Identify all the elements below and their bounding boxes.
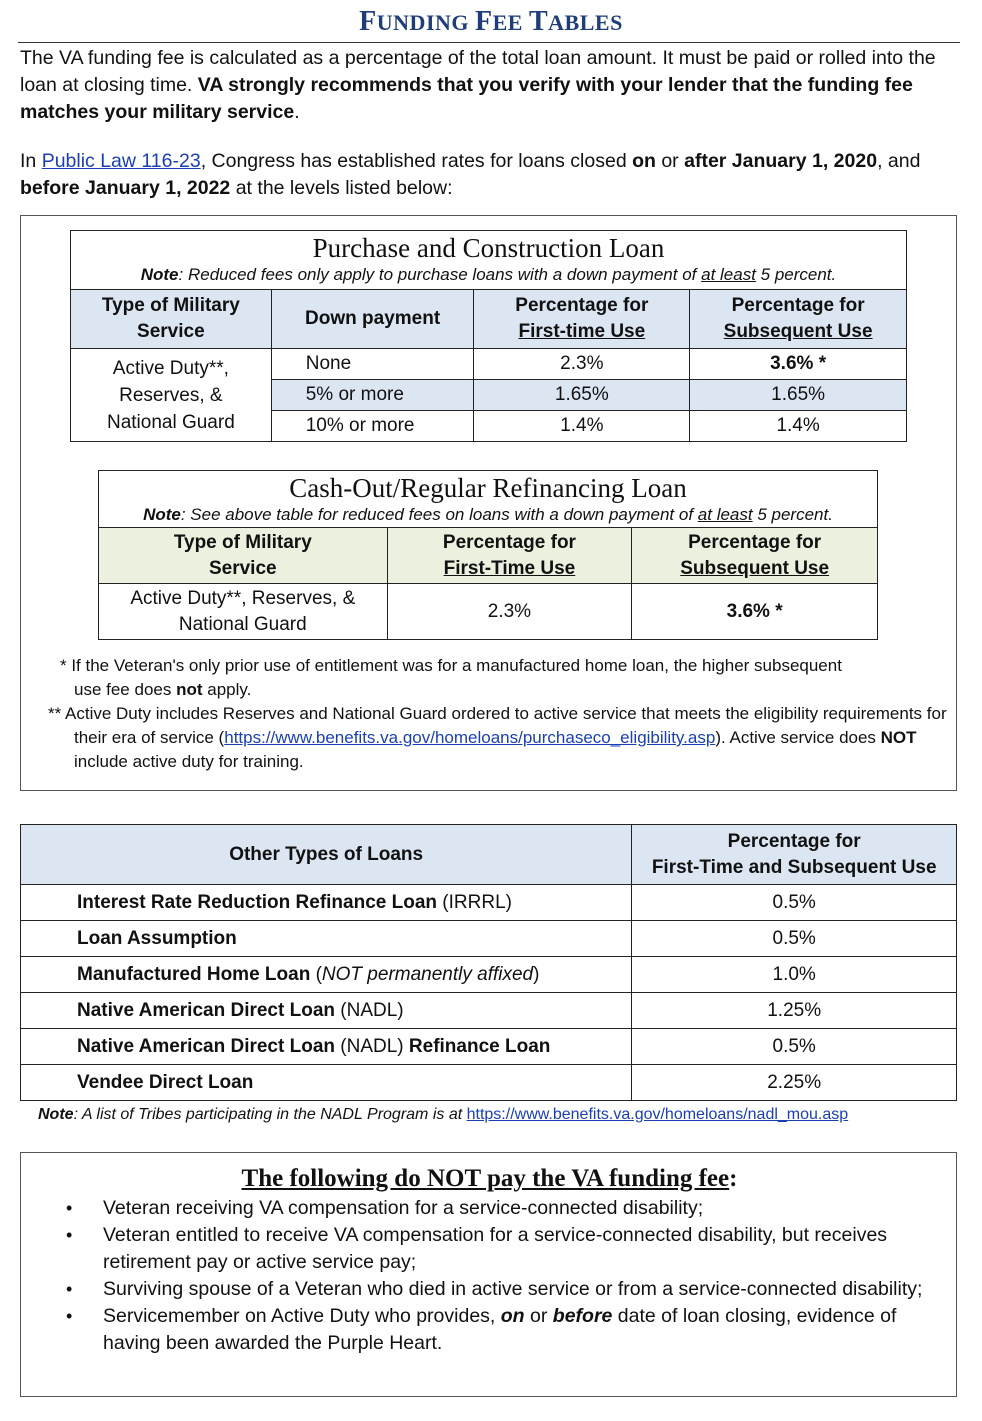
table-row — [21, 921, 957, 957]
eligibility-link[interactable]: https://www.benefits.va.gov/homeloans/purchaseco_eligibility.asp — [224, 728, 716, 747]
loan-percent-cell: 1.25% — [632, 993, 957, 1029]
loan-name-cell: Vendee Direct Loan — [21, 1065, 632, 1101]
refinance-loan-table — [98, 470, 878, 640]
table-row — [21, 885, 957, 921]
nadl-note: Note: A list of Tribes participating in the NADL Program is at https://www.benefits.va.gov/homeloans/nadl_mou.asp — [38, 1106, 849, 1123]
loan-name-cell: Interest Rate Reduction Refinance Loan (IRRRL) — [21, 885, 632, 921]
loan-name-cell: Manufactured Home Loan (NOT permanently affixed) — [21, 957, 632, 993]
purchase-loan-table — [70, 230, 907, 442]
down-payment-cell: 10% or more — [271, 411, 474, 442]
title-divider — [18, 42, 960, 43]
refinance-table-note: Note: See above table for reduced fees on loans with a down payment of at least 5 percent. — [143, 505, 833, 524]
other-loans-table — [20, 824, 957, 1101]
service-type-cell: Active Duty**, Reserves, & National Guard — [99, 584, 388, 640]
header-subsequent-use: Percentage for Subsequent Use — [690, 290, 907, 349]
purchase-table-note: Note: Reduced fees only apply to purchase loans with a down payment of at least 5 percent. — [140, 265, 837, 284]
bullet-icon: • — [66, 1225, 73, 1245]
header-type-of-service: Type of Military Service — [99, 528, 388, 584]
first-use-cell: 1.4% — [474, 411, 690, 442]
footnote-asterisk: * If the Veteran's only prior use of entitlement was for a manufactured home loan, the higher subsequent use fee does not apply. — [60, 656, 842, 699]
bullet-icon: • — [66, 1198, 73, 1218]
nadl-link[interactable]: https://www.benefits.va.gov/homeloans/nadl_mou.asp — [466, 1106, 849, 1123]
header-down-payment: Down payment — [271, 290, 474, 349]
list-item: • Veteran entitled to receive VA compensation for a service-connected disability, but receives retirement pay or active service pay; — [66, 1224, 888, 1273]
footnotes — [48, 654, 948, 774]
header-first-time-use: Percentage for First-Time Use — [387, 528, 632, 584]
page-title: FUNDING FEE TABLES — [359, 6, 623, 37]
bullet-icon: • — [66, 1279, 73, 1299]
exemptions-title: The following do NOT pay the VA funding fee: — [241, 1165, 738, 1192]
service-type-cell: Active Duty**, Reserves, & National Guard — [71, 349, 272, 442]
list-item: • Servicemember on Active Duty who provides, on or before date of loan closing, evidence of having been awarded the Purple Heart. — [66, 1305, 897, 1354]
law-paragraph: In Public Law 116-23, Congress has established rates for loans closed on or after January 1, 2020, and before January 1, 2022 at the levels listed below: — [20, 150, 921, 199]
loan-name-cell: Native American Direct Loan (NADL) — [21, 993, 632, 1029]
loan-name-cell: Native American Direct Loan (NADL) Refinance Loan — [21, 1029, 632, 1065]
bullet-icon: • — [66, 1306, 73, 1326]
first-use-cell: 1.65% — [474, 380, 690, 411]
table-row — [21, 993, 957, 1029]
loan-percent-cell: 0.5% — [632, 1029, 957, 1065]
refinance-table-title: Cash-Out/Regular Refinancing Loan — [289, 473, 687, 503]
down-payment-cell: None — [271, 349, 474, 380]
subsequent-use-cell: 1.65% — [690, 380, 907, 411]
intro-paragraph: The VA funding fee is calculated as a percentage of the total loan amount. It must be paid or rolled into the loan at closing time. VA strongly recommends that you verify with your lender that the funding fee matches your military service. — [20, 47, 936, 123]
exemptions-box — [20, 1152, 957, 1397]
exemptions-list — [66, 1195, 953, 1357]
table-row — [21, 957, 957, 993]
list-item: • Surviving spouse of a Veteran who died in active service or from a service-connected disability; — [103, 1276, 953, 1303]
loan-percent-cell: 1.0% — [632, 957, 957, 993]
footnote-double-asterisk: ** Active Duty includes Reserves and National Guard ordered to active service that meets the eligibility requirements for their era of service (https://www.benefits.va.gov/homeloans/purchaseco_eligibility.asp). Active service does NOT include active duty for training. — [48, 704, 947, 771]
subsequent-use-cell: 3.6% * — [632, 584, 878, 640]
first-use-cell: 2.3% — [474, 349, 690, 380]
loan-percent-cell: 0.5% — [632, 921, 957, 957]
table-row — [21, 1029, 957, 1065]
table-row — [21, 1065, 957, 1101]
header-percentage: Percentage for First-Time and Subsequent Use — [632, 825, 957, 885]
subsequent-use-cell: 1.4% — [690, 411, 907, 442]
list-item: • Veteran receiving VA compensation for a service-connected disability; — [103, 1195, 953, 1222]
first-use-cell: 2.3% — [387, 584, 632, 640]
purchase-table-title: Purchase and Construction Loan — [312, 233, 665, 263]
table-row — [71, 349, 907, 380]
header-subsequent-use: Percentage for Subsequent Use — [632, 528, 878, 584]
public-law-link[interactable]: Public Law 116-23 — [41, 150, 201, 172]
loan-percent-cell: 2.25% — [632, 1065, 957, 1101]
header-other-loan-types: Other Types of Loans — [21, 825, 632, 885]
table-row — [99, 584, 878, 640]
loan-percent-cell: 0.5% — [632, 885, 957, 921]
subsequent-use-cell: 3.6% * — [690, 349, 907, 380]
down-payment-cell: 5% or more — [271, 380, 474, 411]
loan-name-cell: Loan Assumption — [21, 921, 632, 957]
header-type-of-service: Type of Military Service — [71, 290, 272, 349]
header-first-time-use: Percentage for First-time Use — [474, 290, 690, 349]
